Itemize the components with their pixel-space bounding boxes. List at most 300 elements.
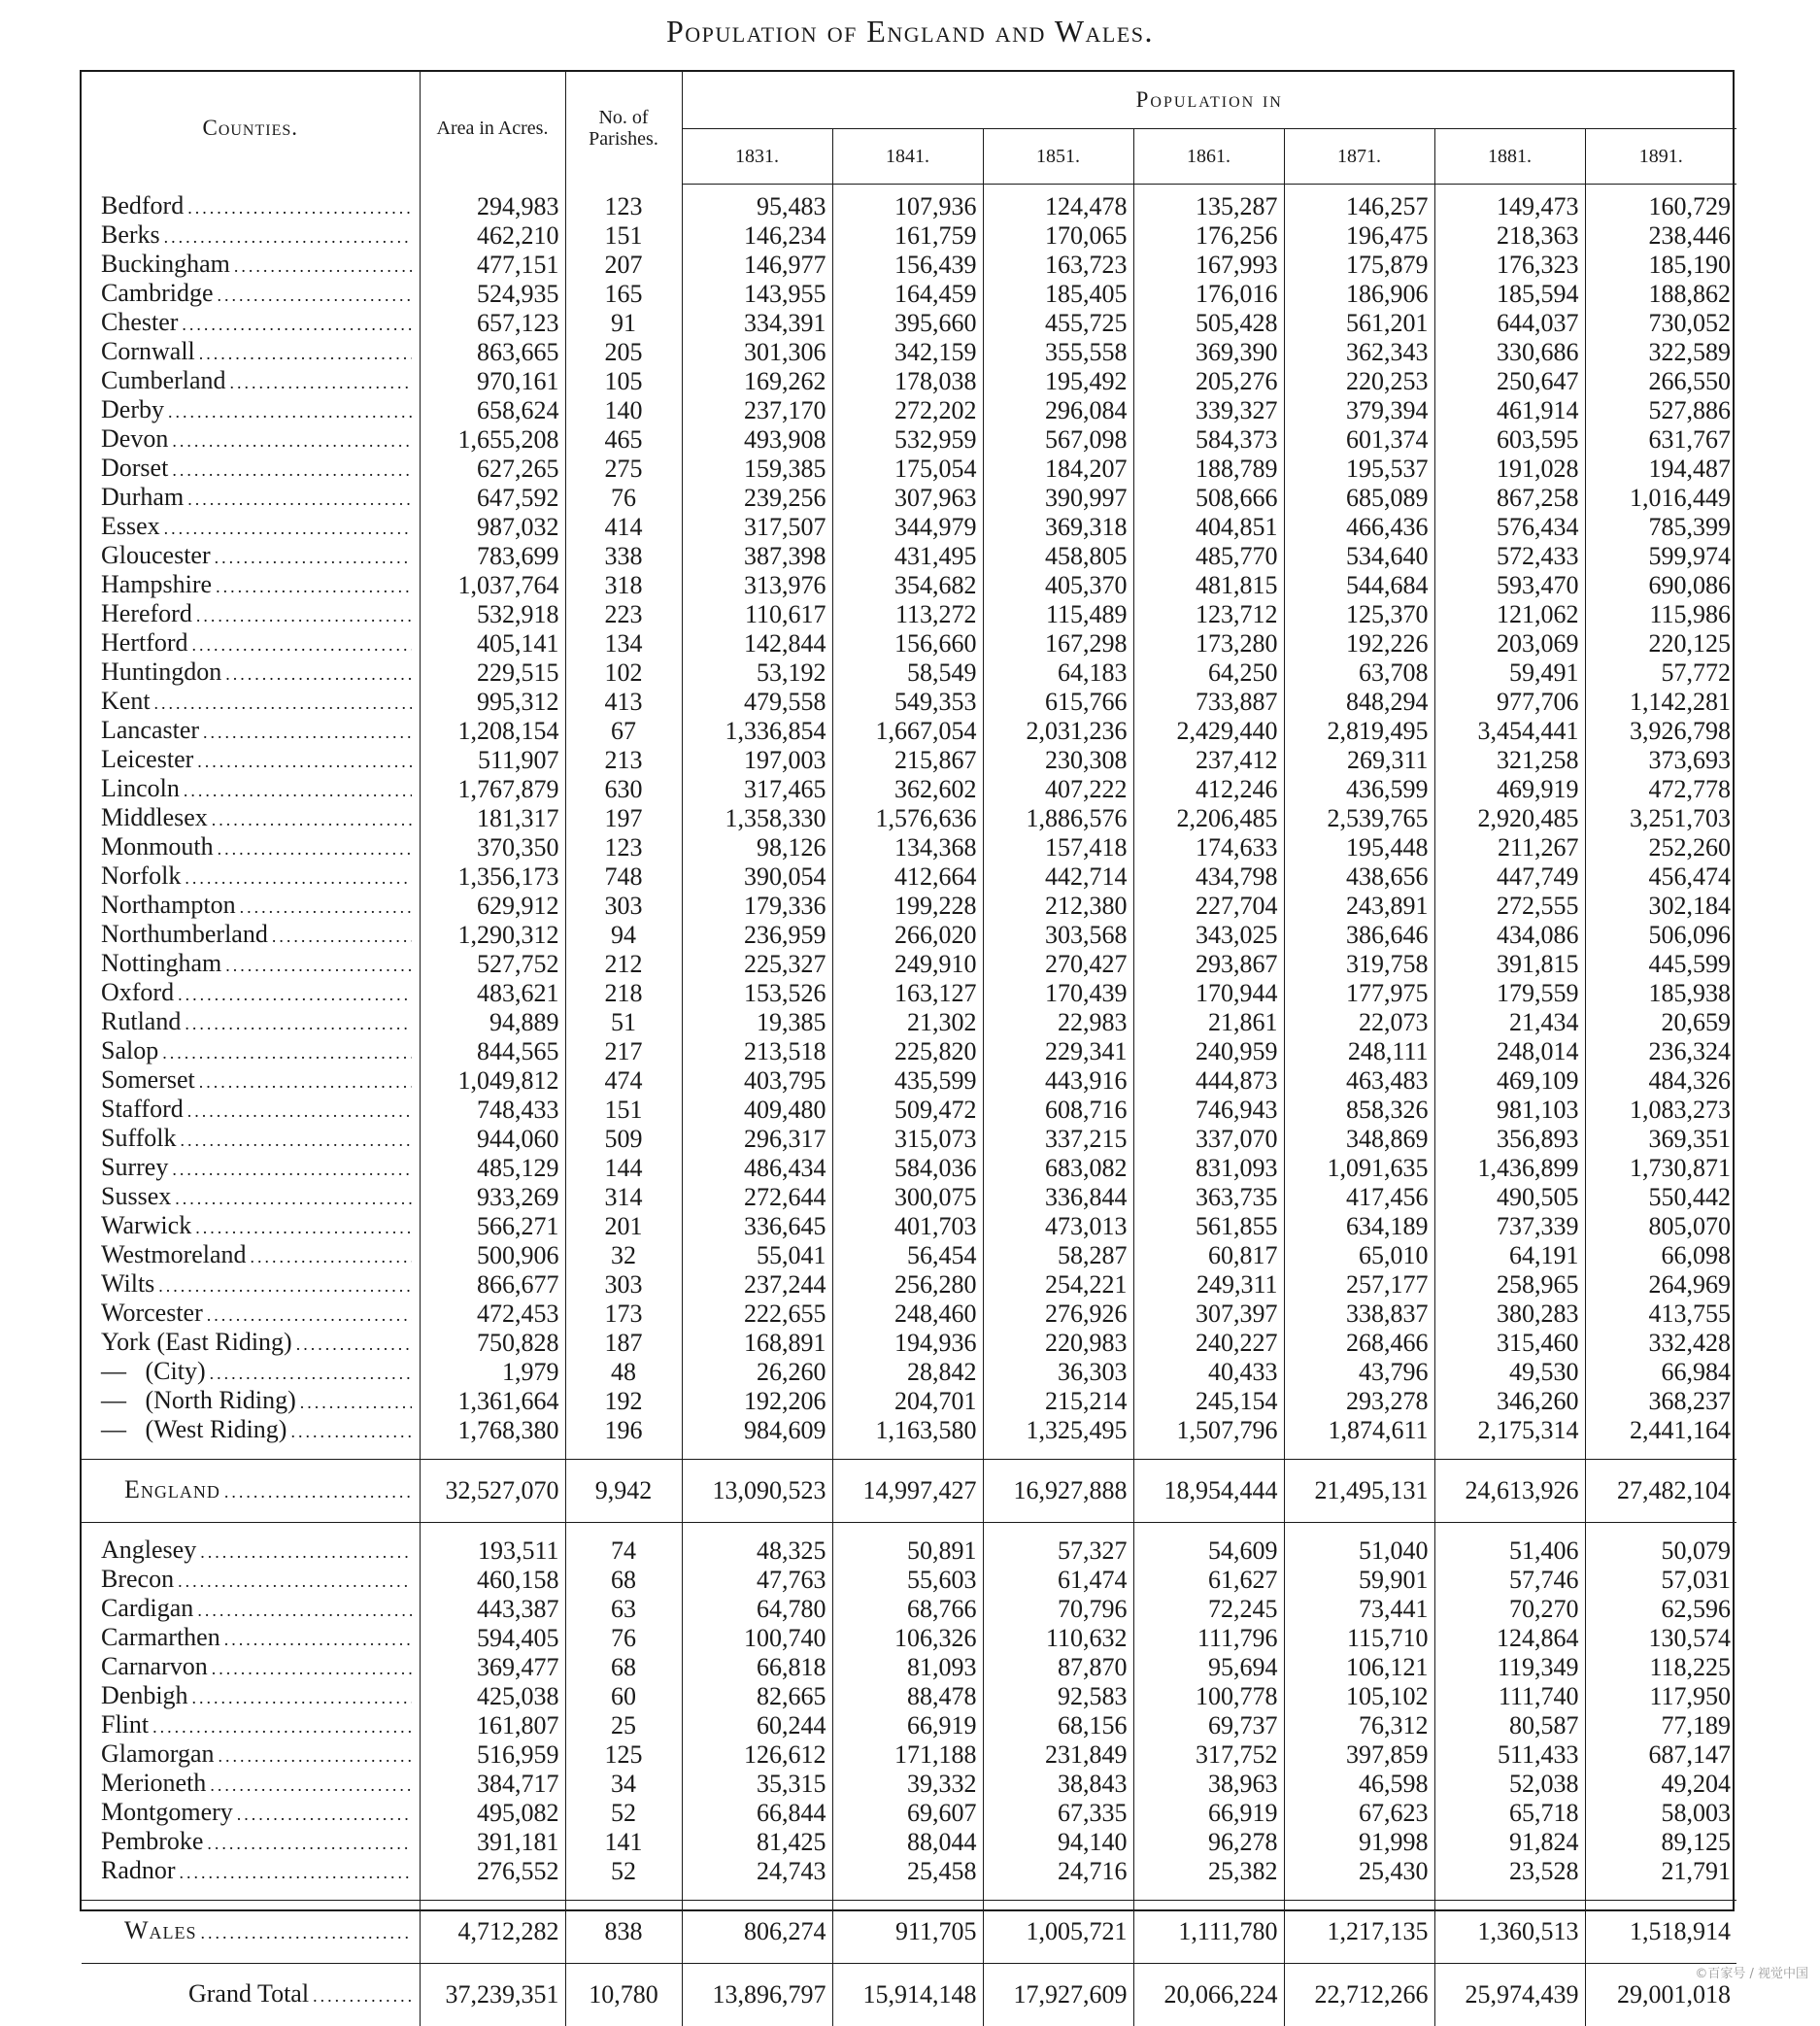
table-row [82, 1066, 1736, 1096]
population-cell: 188,789 [1133, 455, 1284, 484]
county-name: Hereford [101, 599, 192, 627]
area-cell: 370,350 [420, 833, 565, 862]
population-cell: 215,867 [832, 746, 983, 775]
leader-dots [197, 1597, 411, 1624]
leader-dots [230, 369, 412, 396]
population-cell: 17,927,609 [983, 1963, 1133, 2026]
table-row [82, 251, 1736, 280]
parishes-cell: 187 [565, 1329, 682, 1358]
population-cell: 66,919 [832, 1711, 983, 1740]
population-cell: 368,237 [1585, 1387, 1736, 1416]
county-name: Lancaster [101, 716, 200, 744]
population-cell: 737,339 [1434, 1212, 1585, 1241]
area-cell: 987,032 [420, 513, 565, 542]
area-cell: 863,665 [420, 338, 565, 367]
county-name: Nottingham [101, 949, 222, 977]
population-cell: 463,483 [1284, 1066, 1434, 1096]
leader-dots [187, 486, 411, 513]
population-cell: 337,070 [1133, 1125, 1284, 1154]
population-cell: 455,725 [983, 309, 1133, 338]
population-cell: 59,901 [1284, 1566, 1434, 1595]
population-cell: 170,439 [983, 979, 1133, 1008]
population-cell: 47,763 [682, 1566, 832, 1595]
parishes-cell: 218 [565, 979, 682, 1008]
area-cell: 627,265 [420, 455, 565, 484]
parishes-cell: 213 [565, 746, 682, 775]
county-name: Cambridge [101, 279, 214, 307]
population-cell: 1,217,135 [1284, 1900, 1434, 1963]
population-cell: 237,170 [682, 396, 832, 425]
population-cell: 185,190 [1585, 251, 1736, 280]
population-cell: 317,465 [682, 775, 832, 804]
population-cell: 220,253 [1284, 367, 1434, 396]
table-row [82, 1125, 1736, 1154]
population-cell: 88,478 [832, 1682, 983, 1711]
population-cell: 69,737 [1133, 1711, 1284, 1740]
population-cell: 204,701 [832, 1387, 983, 1416]
population-cell: 64,183 [983, 658, 1133, 688]
population-cell: 270,427 [983, 950, 1133, 979]
county-name: Glamorgan [101, 1739, 215, 1768]
population-cell: 567,098 [983, 425, 1133, 455]
population-cell: 65,718 [1434, 1799, 1585, 1828]
population-cell: 505,428 [1133, 309, 1284, 338]
population-cell: 161,759 [832, 221, 983, 251]
population-cell: 337,215 [983, 1125, 1133, 1154]
county-name: Northampton [101, 891, 236, 919]
table-row [82, 1740, 1736, 1770]
leader-dots [172, 456, 411, 484]
area-cell: 391,181 [420, 1828, 565, 1857]
population-cell: 50,891 [832, 1536, 983, 1566]
population-cell: 319,758 [1284, 950, 1434, 979]
area-cell: 1,290,312 [420, 921, 565, 950]
population-cell: 293,278 [1284, 1387, 1434, 1416]
parishes-cell: 207 [565, 251, 682, 280]
leader-dots [201, 1903, 412, 1963]
population-cell: 631,767 [1585, 425, 1736, 455]
table-row [82, 484, 1736, 513]
population-cell: 300,075 [832, 1183, 983, 1212]
population-cell: 24,716 [983, 1857, 1133, 1886]
population-cell: 25,430 [1284, 1857, 1434, 1886]
population-cell: 225,327 [682, 950, 832, 979]
leader-dots [210, 1360, 412, 1387]
population-cell: 225,820 [832, 1037, 983, 1066]
area-cell: 32,527,070 [420, 1459, 565, 1522]
leader-dots [185, 1010, 411, 1037]
leader-dots [215, 544, 412, 571]
table-row [82, 1270, 1736, 1300]
population-cell: 57,772 [1585, 658, 1736, 688]
leader-dots [172, 427, 411, 455]
population-cell: 1,111,780 [1133, 1900, 1284, 1963]
population-cell: 2,206,485 [1133, 804, 1284, 833]
county-name: Essex [101, 512, 160, 540]
population-cell: 249,311 [1133, 1270, 1284, 1300]
leader-dots [187, 194, 411, 221]
population-cell: 431,495 [832, 542, 983, 571]
population-cell: 100,778 [1133, 1682, 1284, 1711]
population-cell: 215,214 [983, 1387, 1133, 1416]
population-cell: 403,795 [682, 1066, 832, 1096]
population-cell: 18,954,444 [1133, 1459, 1284, 1522]
population-cell: 338,837 [1284, 1300, 1434, 1329]
population-cell: 1,507,796 [1133, 1416, 1284, 1445]
population-cell: 2,031,236 [983, 717, 1133, 746]
parishes-cell: 474 [565, 1066, 682, 1096]
parishes-cell: 173 [565, 1300, 682, 1329]
area-cell: 970,161 [420, 367, 565, 396]
population-cell: 192,206 [682, 1387, 832, 1416]
table-row [82, 804, 1736, 833]
area-cell: 37,239,351 [420, 1963, 565, 2026]
population-cell: 15,914,148 [832, 1963, 983, 2026]
population-cell: 417,456 [1284, 1183, 1434, 1212]
table-row [82, 1653, 1736, 1682]
leader-dots [178, 1568, 411, 1595]
total-label: Wales [124, 1915, 197, 1944]
population-cell: 70,796 [983, 1595, 1133, 1624]
table-row [82, 1682, 1736, 1711]
area-cell: 516,959 [420, 1740, 565, 1770]
parishes-cell: 314 [565, 1183, 682, 1212]
population-cell: 72,245 [1133, 1595, 1284, 1624]
population-cell: 146,234 [682, 221, 832, 251]
population-cell: 156,439 [832, 251, 983, 280]
population-cell: 1,360,513 [1434, 1900, 1585, 1963]
table-row [82, 1183, 1736, 1212]
population-cell: 248,014 [1434, 1037, 1585, 1066]
population-cell: 67,623 [1284, 1799, 1434, 1828]
area-cell: 658,624 [420, 396, 565, 425]
population-cell: 106,326 [832, 1624, 983, 1653]
county-name: Sussex [101, 1182, 172, 1210]
population-cell: 218,363 [1434, 221, 1585, 251]
table-row [82, 1037, 1736, 1066]
population-cell: 584,373 [1133, 425, 1284, 455]
population-cell: 730,052 [1585, 309, 1736, 338]
parishes-cell: 68 [565, 1566, 682, 1595]
population-cell: 123,712 [1133, 600, 1284, 629]
population-cell: 1,083,273 [1585, 1096, 1736, 1125]
population-cell: 38,963 [1133, 1770, 1284, 1799]
population-cell: 493,908 [682, 425, 832, 455]
parishes-cell: 74 [565, 1536, 682, 1566]
table-row [82, 1711, 1736, 1740]
population-cell: 88,044 [832, 1828, 983, 1857]
leader-dots [237, 1801, 412, 1828]
county-name: Flint [101, 1710, 150, 1739]
population-cell: 1,730,871 [1585, 1154, 1736, 1183]
population-cell: 461,914 [1434, 396, 1585, 425]
population-table-frame [80, 70, 1735, 2009]
parishes-cell: 205 [565, 338, 682, 367]
population-cell: 445,599 [1585, 950, 1736, 979]
area-cell: 472,453 [420, 1300, 565, 1329]
leader-dots [184, 777, 412, 804]
population-cell: 194,936 [832, 1329, 983, 1358]
population-cell: 391,815 [1434, 950, 1585, 979]
population-cell: 60,817 [1133, 1241, 1284, 1270]
table-row [82, 921, 1736, 950]
county-name: — (City) [101, 1357, 206, 1385]
population-cell: 222,655 [682, 1300, 832, 1329]
population-cell: 315,073 [832, 1125, 983, 1154]
parishes-cell: 48 [565, 1358, 682, 1387]
population-cell: 52,038 [1434, 1770, 1585, 1799]
population-cell: 142,844 [682, 629, 832, 658]
county-name: Buckingham [101, 250, 230, 278]
table-row [82, 571, 1736, 600]
population-cell: 442,714 [983, 862, 1133, 892]
leader-dots [212, 806, 412, 833]
table-row [82, 746, 1736, 775]
population-cell: 354,682 [832, 571, 983, 600]
population-cell: 356,893 [1434, 1125, 1585, 1154]
population-cell: 296,317 [682, 1125, 832, 1154]
population-cell: 57,327 [983, 1536, 1133, 1566]
population-cell: 25,974,439 [1434, 1963, 1585, 2026]
population-cell: 733,887 [1133, 688, 1284, 717]
population-cell: 115,986 [1585, 600, 1736, 629]
leader-dots [158, 1272, 411, 1300]
table-row [82, 979, 1736, 1008]
county-name: Oxford [101, 978, 175, 1006]
population-cell: 322,589 [1585, 338, 1736, 367]
population-cell: 126,612 [682, 1740, 832, 1770]
population-cell: 185,938 [1585, 979, 1736, 1008]
population-cell: 240,227 [1133, 1329, 1284, 1358]
population-cell: 444,873 [1133, 1066, 1284, 1096]
population-cell: 1,874,611 [1284, 1416, 1434, 1445]
population-cell: 23,528 [1434, 1857, 1585, 1886]
population-cell: 91,998 [1284, 1828, 1434, 1857]
county-name: Suffolk [101, 1124, 177, 1152]
population-cell: 64,250 [1133, 658, 1284, 688]
area-cell: 500,906 [420, 1241, 565, 1270]
county-name: Salop [101, 1036, 159, 1064]
leader-dots [207, 1301, 412, 1329]
county-name: Gloucester [101, 541, 211, 569]
population-cell: 134,368 [832, 833, 983, 862]
population-cell: 220,125 [1585, 629, 1736, 658]
county-name: Radnor [101, 1856, 176, 1884]
population-cell: 509,472 [832, 1096, 983, 1125]
population-cell: 469,109 [1434, 1066, 1585, 1096]
parishes-cell: 303 [565, 1270, 682, 1300]
population-cell: 24,743 [682, 1857, 832, 1886]
population-cell: 390,997 [983, 484, 1133, 513]
population-cell: 593,470 [1434, 571, 1585, 600]
year-header: 1891. [1585, 129, 1736, 185]
population-cell: 61,474 [983, 1566, 1133, 1595]
parishes-cell: 165 [565, 280, 682, 309]
county-name: Berks [101, 220, 160, 249]
population-cell: 831,093 [1133, 1154, 1284, 1183]
population-cell: 135,287 [1133, 185, 1284, 221]
population-cell: 96,278 [1133, 1828, 1284, 1857]
population-cell: 66,844 [682, 1799, 832, 1828]
population-cell: 369,318 [983, 513, 1133, 542]
population-cell: 229,341 [983, 1037, 1133, 1066]
leader-dots [187, 1097, 412, 1125]
parishes-cell: 144 [565, 1154, 682, 1183]
parishes-cell: 67 [565, 717, 682, 746]
population-cell: 858,326 [1284, 1096, 1434, 1125]
population-cell: 146,977 [682, 251, 832, 280]
total-row [82, 1963, 1736, 2026]
table-row [82, 185, 1736, 221]
population-cell: 380,283 [1434, 1300, 1585, 1329]
leader-dots [290, 1418, 411, 1445]
table-row [82, 1329, 1736, 1358]
population-cell: 436,599 [1284, 775, 1434, 804]
county-name: Denbigh [101, 1681, 188, 1709]
population-cell: 22,983 [983, 1008, 1133, 1037]
area-cell: 276,552 [420, 1857, 565, 1886]
population-cell: 484,326 [1585, 1066, 1736, 1096]
parishes-cell: 123 [565, 185, 682, 221]
population-cell: 25,458 [832, 1857, 983, 1886]
area-cell: 443,387 [420, 1595, 565, 1624]
population-cell: 434,798 [1133, 862, 1284, 892]
population-cell: 115,489 [983, 600, 1133, 629]
population-cell: 911,705 [832, 1900, 983, 1963]
leader-dots [172, 1156, 411, 1183]
population-cell: 160,729 [1585, 185, 1736, 221]
parishes-cell: 134 [565, 629, 682, 658]
population-cell: 981,103 [1434, 1096, 1585, 1125]
population-cell: 38,843 [983, 1770, 1133, 1799]
population-cell: 35,315 [682, 1770, 832, 1799]
population-cell: 258,965 [1434, 1270, 1585, 1300]
population-cell: 236,324 [1585, 1037, 1736, 1066]
population-cell: 185,405 [983, 280, 1133, 309]
population-cell: 230,308 [983, 746, 1133, 775]
population-cell: 237,412 [1133, 746, 1284, 775]
parishes-cell: 303 [565, 892, 682, 921]
population-cell: 434,086 [1434, 921, 1585, 950]
area-cell: 783,699 [420, 542, 565, 571]
population-cell: 164,459 [832, 280, 983, 309]
population-cell: 220,983 [983, 1329, 1133, 1358]
county-name: Devon [101, 424, 169, 453]
parishes-cell: 192 [565, 1387, 682, 1416]
leader-dots [175, 1185, 411, 1212]
population-cell: 143,955 [682, 280, 832, 309]
population-cell: 192,226 [1284, 629, 1434, 658]
population-cell: 240,959 [1133, 1037, 1284, 1066]
population-cell: 175,879 [1284, 251, 1434, 280]
population-cell: 237,244 [682, 1270, 832, 1300]
population-cell: 53,192 [682, 658, 832, 688]
parishes-cell: 630 [565, 775, 682, 804]
area-cell: 462,210 [420, 221, 565, 251]
spacer-row [82, 1445, 1736, 1460]
population-cell: 24,613,926 [1434, 1459, 1585, 1522]
population-cell: 534,640 [1284, 542, 1434, 571]
parishes-cell: 32 [565, 1241, 682, 1270]
area-cell: 1,356,173 [420, 862, 565, 892]
population-cell: 386,646 [1284, 921, 1434, 950]
year-header: 1851. [983, 129, 1133, 185]
population-cell: 76,312 [1284, 1711, 1434, 1740]
population-cell: 805,070 [1585, 1212, 1736, 1241]
population-cell: 473,013 [983, 1212, 1133, 1241]
area-cell: 485,129 [420, 1154, 565, 1183]
population-cell: 485,770 [1133, 542, 1284, 571]
parishes-cell: 125 [565, 1740, 682, 1770]
population-cell: 236,959 [682, 921, 832, 950]
population-cell: 2,441,164 [1585, 1416, 1736, 1445]
table-row [82, 1770, 1736, 1799]
population-cell: 266,550 [1585, 367, 1736, 396]
population-cell: 170,944 [1133, 979, 1284, 1008]
area-cell: 866,677 [420, 1270, 565, 1300]
population-cell: 21,791 [1585, 1857, 1736, 1886]
population-cell: 344,979 [832, 513, 983, 542]
population-cell: 511,433 [1434, 1740, 1585, 1770]
population-cell: 1,016,449 [1585, 484, 1736, 513]
population-cell: 149,473 [1434, 185, 1585, 221]
population-cell: 51,040 [1284, 1536, 1434, 1566]
population-cell: 369,351 [1585, 1125, 1736, 1154]
population-cell: 66,098 [1585, 1241, 1736, 1270]
population-cell: 179,336 [682, 892, 832, 921]
area-cell: 369,477 [420, 1653, 565, 1682]
parishes-cell: 197 [565, 804, 682, 833]
population-cell: 176,323 [1434, 251, 1585, 280]
county-name: Worcester [101, 1299, 203, 1327]
population-cell: 412,664 [832, 862, 983, 892]
county-name: Surrey [101, 1153, 169, 1181]
population-cell: 159,385 [682, 455, 832, 484]
area-cell: 750,828 [420, 1329, 565, 1358]
county-name: Cumberland [101, 366, 226, 394]
population-cell: 22,712,266 [1284, 1963, 1434, 2026]
county-name: Cardigan [101, 1594, 194, 1622]
population-cell: 3,251,703 [1585, 804, 1736, 833]
population-cell: 55,041 [682, 1241, 832, 1270]
population-cell: 257,177 [1284, 1270, 1434, 1300]
leader-dots [199, 1068, 412, 1096]
population-cell: 124,478 [983, 185, 1133, 221]
population-cell: 404,851 [1133, 513, 1284, 542]
population-cell: 249,910 [832, 950, 983, 979]
area-cell: 524,935 [420, 280, 565, 309]
parishes-cell: 94 [565, 921, 682, 950]
parishes-cell: 338 [565, 542, 682, 571]
population-cell: 163,723 [983, 251, 1133, 280]
population-cell: 171,188 [832, 1740, 983, 1770]
population-cell: 412,246 [1133, 775, 1284, 804]
population-cell: 118,225 [1585, 1653, 1736, 1682]
population-cell: 60,244 [682, 1711, 832, 1740]
area-cell: 844,565 [420, 1037, 565, 1066]
population-cell: 163,127 [832, 979, 983, 1008]
county-name: — (North Riding) [101, 1386, 296, 1414]
parishes-cell: 52 [565, 1799, 682, 1828]
area-cell: 1,208,154 [420, 717, 565, 746]
population-cell: 95,694 [1133, 1653, 1284, 1682]
population-cell: 806,274 [682, 1900, 832, 1963]
leader-dots [234, 253, 412, 280]
parishes-cell: 217 [565, 1037, 682, 1066]
leader-dots [218, 282, 412, 309]
population-cell: 390,054 [682, 862, 832, 892]
parishes-cell: 141 [565, 1828, 682, 1857]
